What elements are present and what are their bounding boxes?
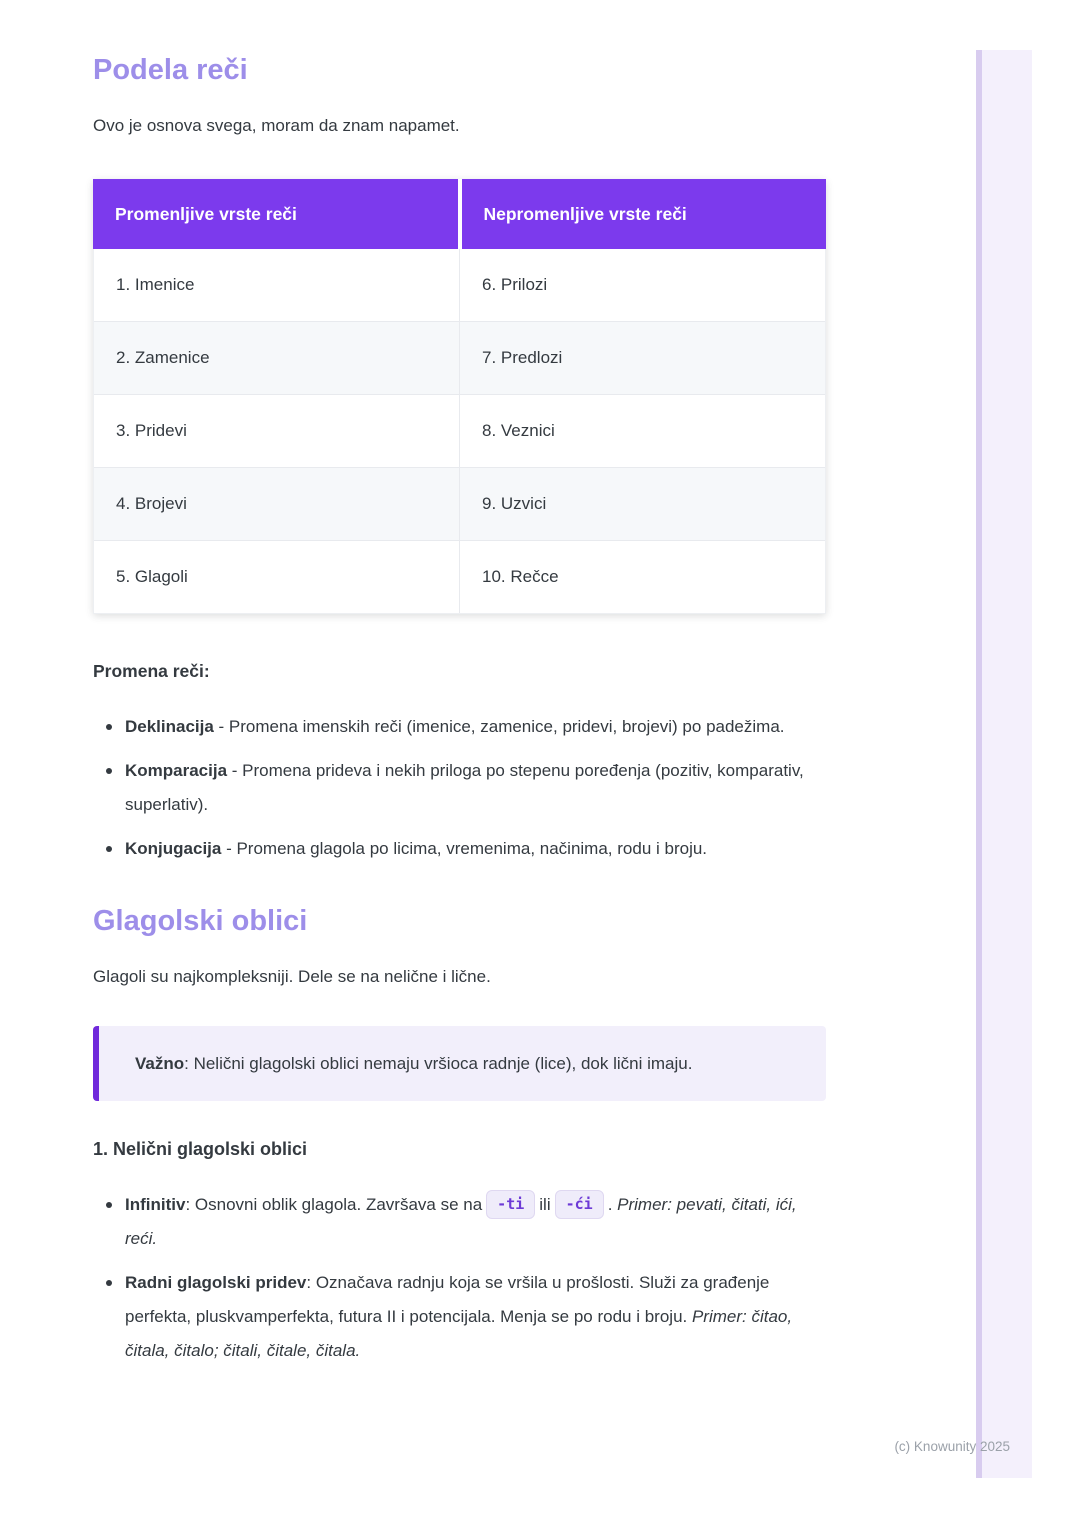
table-cell: 5. Glagoli (94, 541, 460, 613)
page-title: Podela reči (93, 54, 248, 86)
text-part: : Označava radnju koja se vršila u prošlosti. Služi za građenje perfekta, pluskvamperfekta, futura II i potencijala. Menja se po rodu i broju. (125, 1273, 770, 1326)
important-callout (93, 1026, 826, 1101)
callout-term: Važno (135, 1054, 185, 1073)
list-item (125, 1188, 826, 1256)
side-decoration-panel (976, 50, 1032, 1478)
list-item (125, 710, 826, 744)
table-row (94, 540, 825, 613)
table-cell: 9. Uzvici (482, 494, 547, 513)
text-part: Primer: čitao, čitala, čitalo; čitali, čitale, čitala. (125, 1307, 793, 1360)
table-header-promenljive: Promenljive vrste reči (93, 179, 458, 249)
text-part: - Promena prideva i nekih priloga po stepenu poređenja (pozitiv, komparativ, superlativ). (125, 761, 804, 814)
promena-reci-heading: Promena reči: (93, 661, 210, 681)
table-cell: 3. Pridevi (94, 395, 460, 467)
callout-text: : Nelični glagolski oblici nemaju vršioca radnje (lice), dok lični imaju. (184, 1054, 693, 1073)
table-row (94, 321, 825, 394)
word-change-list (93, 710, 826, 866)
table-row (94, 249, 825, 321)
text-part: ili (539, 1195, 551, 1214)
word-types-table (93, 179, 826, 614)
table-row (94, 394, 825, 467)
text-part: . (607, 1195, 618, 1214)
text-part: Komparacija (125, 761, 228, 780)
table-cell: 6. Prilozi (482, 275, 548, 294)
table-cell: 8. Veznici (482, 421, 555, 440)
table-row (94, 467, 825, 540)
code-badge: -ti (486, 1190, 535, 1219)
text-part: Konjugacija (125, 839, 222, 858)
nelicni-oblici-subheading: 1. Nelični glagolski oblici (93, 1139, 308, 1159)
text-part: Primer: pevati, čitati, ići, reći. (125, 1195, 797, 1248)
code-badge: -ći (555, 1190, 604, 1219)
table-cell: 10. Rečce (482, 567, 559, 586)
text-part: Radni glagolski pridev (125, 1273, 307, 1292)
text-part: : Osnovni oblik glagola. Završava se na (185, 1195, 483, 1214)
word-types-table-header (93, 179, 826, 249)
text-part: Infinitiv (125, 1195, 186, 1214)
glagoli-intro-paragraph: Glagoli su najkompleksniji. Dele se na nelične i lične. (93, 967, 491, 986)
intro-paragraph: Ovo je osnova svega, moram da znam napamet. (93, 116, 460, 135)
text-part: - Promena glagola po licima, vremenima, načinima, rodu i broju. (221, 839, 708, 858)
table-header-nepromenljive: Nepromenljive vrste reči (462, 179, 827, 249)
table-cell: 4. Brojevi (94, 468, 460, 540)
text-part: - Promena imenskih reči (imenice, zamenice, pridevi, brojevi) po padežima. (213, 717, 785, 736)
table-cell: 1. Imenice (94, 249, 460, 321)
list-item (125, 1266, 826, 1368)
glagolski-oblici-title: Glagolski oblici (93, 905, 308, 937)
table-cell: 2. Zamenice (94, 322, 460, 394)
table-cell: 7. Predlozi (482, 348, 563, 367)
text-part: Deklinacija (125, 717, 214, 736)
word-types-table-body (93, 249, 826, 614)
list-item (125, 832, 826, 866)
document-content (93, 0, 826, 1368)
list-item (125, 754, 826, 822)
copyright-footer: (c) Knowunity 2025 (894, 1439, 1010, 1454)
verb-forms-list (93, 1188, 826, 1368)
